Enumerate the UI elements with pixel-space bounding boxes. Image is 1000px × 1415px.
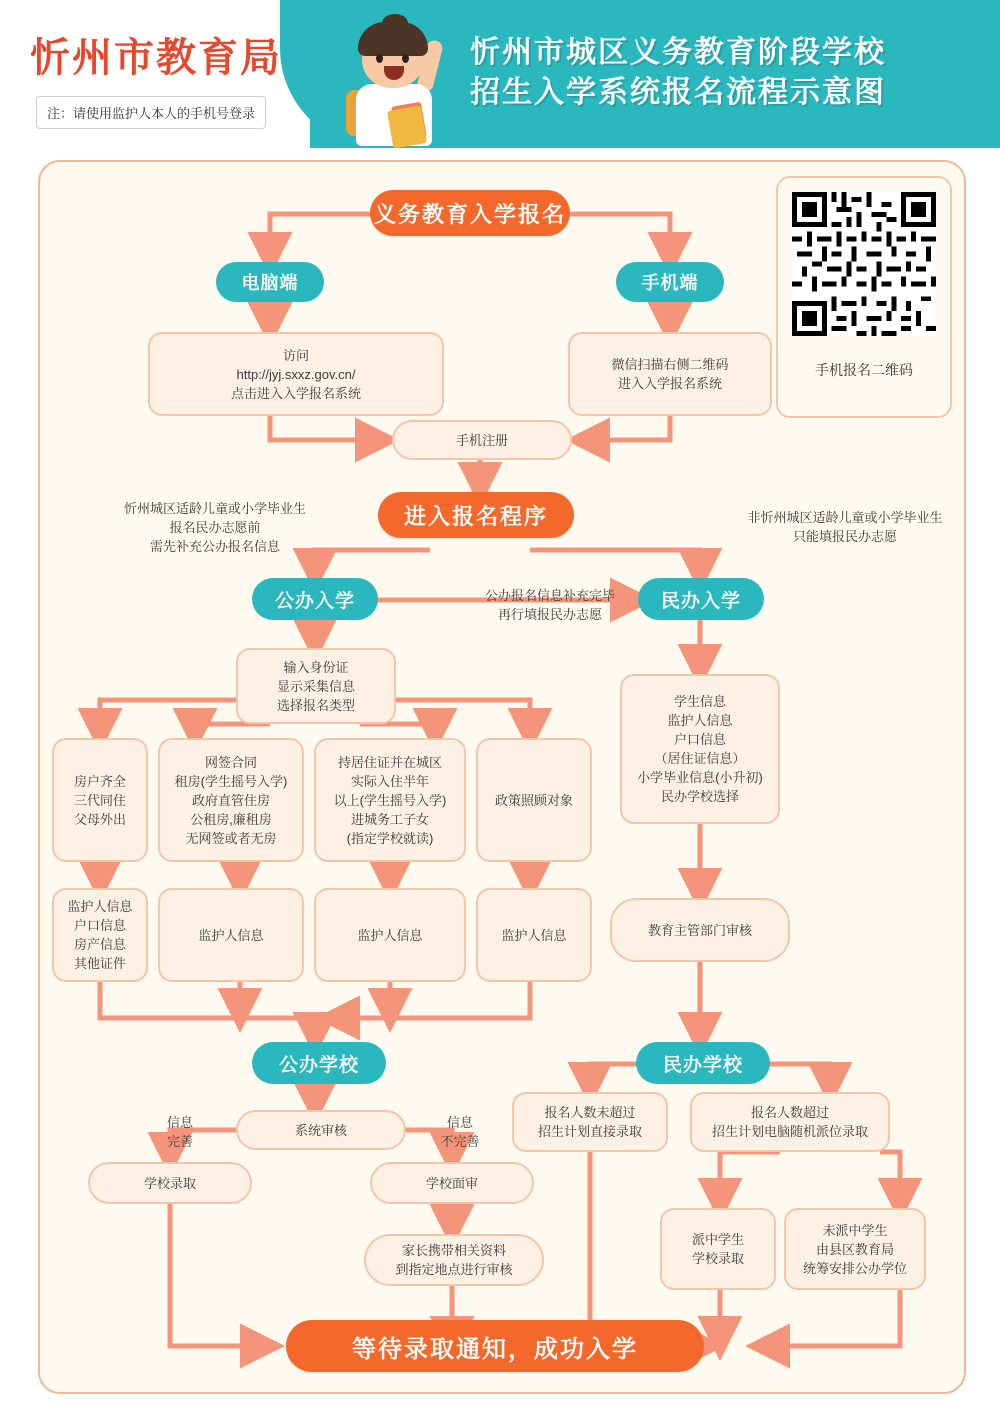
node-private-entry: 民办入学	[638, 578, 764, 620]
node-pc-access	[148, 332, 444, 416]
qr-code-icon	[792, 192, 936, 336]
node-type-house-family	[52, 738, 148, 862]
page-title-line2: 招生入学系统报名流程示意图	[470, 75, 886, 110]
node-id-input	[236, 648, 396, 724]
node-enter-program: 进入报名程序	[378, 492, 574, 538]
node-unassigned-student	[784, 1208, 926, 1290]
qr-panel	[776, 176, 952, 418]
node-school-admit: 学校录取	[88, 1162, 252, 1204]
unassigned-line3: 统筹安排公办学位	[802, 1260, 907, 1276]
type2-line4: 公租房,廉租房	[190, 811, 272, 827]
info-incomplete-line2: 不完善	[440, 1134, 480, 1149]
private-over-line1: 报名人数超过	[750, 1105, 829, 1120]
type1-line3: 父母外出	[73, 811, 126, 827]
parents-bring-line1: 家长携带相关资料	[401, 1243, 506, 1258]
unassigned-line2: 由县区教育局	[815, 1241, 894, 1257]
node-start: 义务教育入学报名	[370, 190, 570, 236]
node-channel-pc: 电脑端	[216, 262, 324, 302]
node-edu-department-review: 教育主管部门审核	[610, 898, 790, 962]
info-incomplete-line1: 信息	[446, 1115, 473, 1130]
private-info-line2: 监护人信息	[667, 713, 733, 728]
type2-line3: 政府直管住房	[191, 792, 270, 808]
id-input-line2: 显示采集信息	[276, 678, 355, 694]
pc-access-line1: 访问	[282, 347, 309, 363]
node-system-review: 系统审核	[236, 1110, 406, 1150]
pc-access-line2: http://jyj.sxxz.gov.cn/	[236, 366, 356, 382]
node-private-under-plan	[512, 1092, 668, 1152]
type2-line2: 租房(学生摇号入学)	[174, 773, 288, 789]
label-info-complete	[150, 1112, 210, 1152]
node-private-school: 民办学校	[636, 1042, 770, 1084]
private-info-line6: 民办学校选择	[660, 789, 739, 804]
note-left-line2: 报名民办志愿前	[169, 519, 261, 535]
guardian1-line3: 房产信息	[73, 937, 126, 952]
type3-line5: (指定学校就读)	[346, 830, 434, 846]
guardian1-line4: 其他证件	[73, 956, 126, 971]
qr-caption: 手机报名二维码	[815, 362, 913, 378]
note-right-private-only	[730, 502, 960, 552]
page-title	[470, 33, 980, 113]
node-type-policy-care: 政策照顾对象	[476, 738, 592, 862]
page-title-line1: 忻州市城区义务教育阶段学校	[470, 35, 886, 70]
id-input-line1: 输入身份证	[283, 659, 349, 675]
assigned-line2: 学校录取	[691, 1251, 744, 1266]
node-final-result: 等待录取通知，成功入学	[286, 1320, 704, 1372]
label-info-incomplete	[430, 1112, 490, 1152]
type3-line2: 实际入住半年	[350, 773, 429, 789]
node-channel-mobile: 手机端	[616, 262, 724, 302]
type2-line5: 无网签或者无房	[185, 830, 277, 846]
note-left-public-first	[100, 492, 330, 562]
private-under-line2: 招生计划直接录取	[537, 1124, 642, 1139]
node-parents-bring-documents	[364, 1234, 544, 1286]
mobile-access-line1: 微信扫描右侧二维码	[611, 357, 729, 372]
mobile-access-line2: 进入入学报名系统	[617, 376, 722, 391]
node-private-info	[620, 674, 780, 824]
page-header	[0, 0, 1000, 148]
note-middle-public-then-private	[440, 582, 660, 628]
info-complete-line1: 信息	[166, 1115, 193, 1130]
note-left-line3: 需先补充公办报名信息	[149, 538, 280, 554]
parents-bring-line2: 到指定地点进行审核	[395, 1262, 513, 1277]
private-info-line3: 户口信息	[673, 732, 726, 747]
node-private-over-plan	[690, 1092, 890, 1152]
id-input-line3: 选择报名类型	[276, 697, 355, 713]
bureau-title: 忻州市教育局	[30, 35, 282, 81]
node-guardian-info-2: 监护人信息	[158, 888, 304, 982]
assigned-line1: 派中学生	[691, 1232, 744, 1247]
flowchart-board	[38, 160, 966, 1394]
note-middle-line2: 再行填报民办志愿	[497, 607, 602, 622]
node-public-school: 公办学校	[252, 1042, 386, 1084]
private-under-line1: 报名人数未超过	[544, 1105, 636, 1120]
node-type-residence-permit	[314, 738, 466, 862]
private-info-line1: 学生信息	[673, 694, 726, 709]
node-mobile-access	[568, 332, 772, 416]
private-over-line2: 招生计划电脑随机派位录取	[711, 1124, 868, 1139]
private-info-line4: （居住证信息）	[654, 751, 746, 766]
node-guardian-info-full	[52, 888, 148, 982]
node-assigned-student	[660, 1208, 776, 1290]
info-complete-line2: 完善	[166, 1134, 193, 1149]
node-guardian-info-3: 监护人信息	[314, 888, 466, 982]
type3-line3: 以上(学生摇号入学)	[333, 792, 447, 808]
guardian1-line1: 监护人信息	[67, 899, 133, 914]
type2-line1: 网签合同	[204, 754, 257, 770]
note-right-line1: 非忻州城区适龄儿童或小学毕业生	[747, 510, 943, 525]
node-type-contract-rent	[158, 738, 304, 862]
type1-line1: 房户齐全	[73, 773, 126, 789]
node-public-entry: 公办入学	[252, 578, 378, 620]
login-note: 注：请使用监护人本人的手机号登录	[36, 96, 266, 129]
node-guardian-info-4: 监护人信息	[476, 888, 592, 982]
private-info-line5: 小学毕业信息(小升初)	[637, 770, 763, 785]
guardian1-line2: 户口信息	[73, 918, 126, 933]
type3-line4: 进城务工子女	[350, 811, 429, 827]
note-middle-line1: 公办报名信息补充完毕	[484, 588, 615, 603]
unassigned-line1: 未派中学生	[822, 1222, 888, 1238]
node-school-interview: 学校面审	[370, 1162, 534, 1204]
note-right-line2: 只能填报民办志愿	[792, 529, 897, 544]
pc-access-line3: 点击进入入学报名系统	[230, 385, 361, 401]
node-phone-register: 手机注册	[392, 420, 572, 460]
student-boy-icon	[330, 4, 470, 148]
type3-line1: 持居住证并在城区	[337, 754, 442, 770]
type1-line2: 三代同住	[73, 792, 126, 808]
note-left-line1: 忻州城区适龄儿童或小学毕业生	[123, 500, 306, 516]
